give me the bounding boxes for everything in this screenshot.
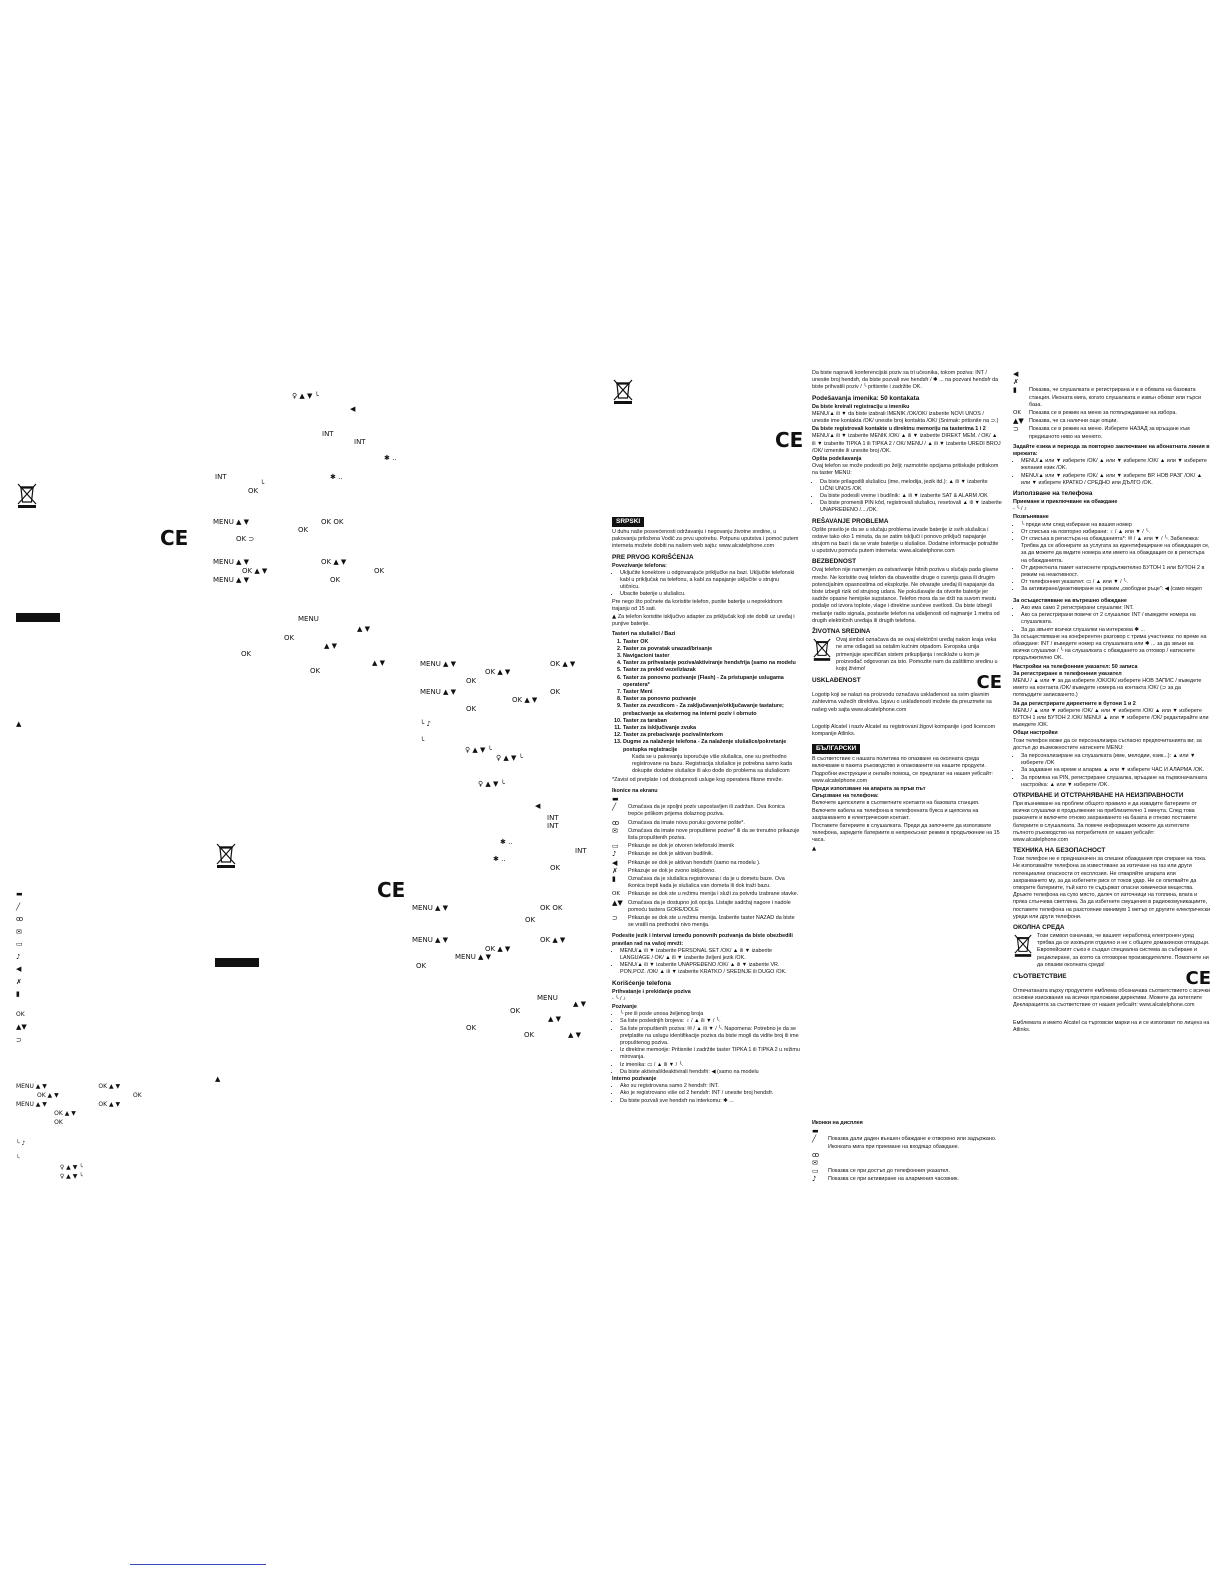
trademark-text: Logotip Alcatel i naziv Alcatel su registrovani žigovi kompanije i pod licencom kompanije Atlinks. (812, 723, 996, 737)
ok-label: OK (298, 526, 309, 534)
list-item: • MENU/▲ или ▼ изберете /OK/ ▲ или ▼ изберете /OK/ ▲ или ▼ изберете желания език /OK. (1021, 458, 1211, 472)
ringer-off-icon: ✗ (1013, 378, 1019, 387)
list-item: ▭ Prikazuje se dok je otvoren telefonski imenik (612, 842, 735, 851)
intro: В съответствие с нашата политика по опазване на околната среда включваме в пакета ръководство и опакованите на нашите продукти. Подробни инструкции и онлайн помощ, се предлагат на нашия уебсайт: www.alcatelphone.com (812, 756, 993, 784)
intercom-list (1013, 605, 1211, 634)
star-label: ✱ .. (330, 473, 343, 481)
list-item (812, 1128, 1002, 1135)
missed-call-icon: ✉ (16, 927, 22, 936)
signal-icon: ▮ (1013, 386, 1017, 395)
ok-label: OK (525, 916, 536, 924)
nav-symbols: ♀ ▲ ▼ ╰ (292, 392, 319, 400)
subheading: За регистриране в телефонния указател (1013, 670, 1122, 677)
options-text: Ovaj telefon se može podesiti po želji; razmotrite opcijama pritiskajte pritiskom na taster MENU: (812, 463, 999, 477)
list-item: 8. Taster za ponovno pozivanje (623, 696, 800, 703)
connect-text: Включете щепселите в съответните контакти на базовата станция. Включете кабела на телефона в телефонната букса и щепсела на захранването в електрическия контакт. (812, 800, 980, 821)
ok-back: OK ⊃ (236, 535, 255, 543)
list-item: 13. Dugme za nalaženje telefona - Za nalaženje slušalice/pokretanje postupka registracije (623, 739, 800, 753)
phonebook-icon: ▭ (812, 1167, 819, 1176)
menu-nav: MENU ▲ ▼ (213, 576, 250, 584)
list-item: • От списъка на повторно избирани: ♀ / ▲ или ▼ / ╰. (1021, 529, 1211, 536)
list-item: OK Prikazuje se dok ste u režimu menija i služi za potvrdu izabrane stavke. (612, 891, 799, 898)
ok-nav: OK ▲ ▼ (485, 945, 511, 953)
battery-icon: ▬ (16, 890, 23, 898)
conformity-header (1013, 970, 1211, 988)
ok-icon: OK (16, 1010, 25, 1018)
lang-list (612, 948, 800, 977)
subheading: Da biste kreirali registraciju u imeniku (812, 403, 910, 410)
int-label: INT (547, 814, 559, 822)
list-item: • Uključite konektore u odgovarajuće priključke na bazi. Uključite telefonski kabl u priključak na telefonu, a kabl za napajanje uključite u strujnu utičnicu. (620, 570, 800, 592)
nav-arrows: ▲ ▼ (372, 659, 385, 667)
ok-icon: OK (612, 891, 620, 898)
menu-nav: MENU ▲ ▼ (412, 936, 449, 944)
environment-block (812, 637, 1002, 674)
signal-icon: ▮ (16, 990, 20, 998)
list-item: ♪ Prikazuje se dok je aktivan budilnik. (612, 850, 714, 859)
ce-mark: CE (377, 878, 406, 902)
ok-label: OK (466, 705, 477, 713)
safety-text: Този телефон не е предназначен за спешни обаждания при спиране на тока. Не използвайте телефона за известяване за изтичане на газ или други потенциални опасности от експлозия. Не отваряйте апарата или захранването му, за да избегнете риск от токов удар. Не се опитвайте да отворите батериите, тъй като те съдържат опасни химически вещества. Дръжте телефона на сухо място, далеч от източници на топлина, влага и пряка слънчева светлина. За да избегнете смущения в радиокомуникациите, поставете телефона на разстояние минимум 1 метър от другите електрически уреди или други телефони. (1013, 856, 1211, 920)
back-icon: ⊃ (1013, 425, 1019, 434)
list-item: OK Показва се в режим на меню за потвърждаване на избора. (1013, 410, 1177, 417)
icon-list (612, 796, 800, 929)
alarm-icon: ♪ (812, 1175, 817, 1184)
list-item: • Da biste aktivirali/deaktivirali hendsfri: ◀ (samo na modelu (620, 1069, 800, 1076)
section-heading: ТЕХНИКА НА БЕЗОПАСНОСТ (1013, 847, 1106, 855)
section-heading: REŠAVANJE PROBLEMA (812, 517, 889, 525)
back-icon: ⊃ (612, 913, 618, 922)
list-item: • Sa liste poslednjih brojeva: ♀ / ▲ ili ▼ / ╰. (620, 1018, 800, 1025)
list-item: ✉ Označava da imate nove propuštene pozive* ili da se trenutno prikazuje lista propuštenih poziva. (612, 826, 800, 841)
list-item: • Da biste promenili PIN kôd, registrovali slušalicu, resetovali ▲ ili ▼ izaberite UNAPREĐENO /..../OK. (820, 500, 1002, 514)
subheading: Преди използване на апарата за пръв път (812, 785, 926, 792)
int-label: INT (575, 847, 587, 855)
ok-label: OK (416, 962, 427, 970)
redacted-bar (16, 613, 60, 622)
options-list (1013, 753, 1211, 789)
options-list (812, 479, 1002, 515)
star-label: ✱ .. (493, 855, 506, 863)
speaker-icon: ◀ (350, 405, 356, 413)
list-item: • От телефонния указател: ▭ / ▲ или ▼ / ╰. (1021, 579, 1211, 586)
list-item: • От списъка в регистъра на обажданията*: ✉ / ▲ или ▼ / ╰. Забележка: Трябва да се абонирате за услугата за идентифициране на обаждащия се, за да можете да видите номера или името на обаждащия се в регистъра на обажданията. (1021, 536, 1211, 565)
redacted-bar (215, 958, 259, 967)
list-item: • За задаване на време и аларма ▲ или ▼ изберете ЧАС И АЛАРМА /OK. (1021, 767, 1211, 774)
ce-mark: CE (775, 428, 804, 452)
list-item (812, 1160, 1002, 1167)
subheading: Позвъняване (1013, 514, 1049, 521)
list-item: ╱ Показва дали даден външен обаждане е отворено или задържано. Иконката мига при приемане на входящо обаждане. (812, 1135, 997, 1150)
nav-symbols: ♀ ▲ ▼ ╰ (478, 780, 505, 788)
weee-bin-icon (215, 842, 237, 868)
list-item: 1. Taster OK (623, 639, 800, 646)
section-heading: ОКОЛНА СРЕДА (1013, 924, 1065, 932)
menu-nav: MENU ▲ ▼ (420, 688, 457, 696)
conference-text: За осъществяване на конферентен разговор с трима участника: по време на обаждане: INT / въведете номер на слушалката или ✱ ... за да звъни на всички слушалки / ╰ на слушалката с обаждането за отговор / натиснете продължително OK. (1013, 633, 1207, 662)
menu-nav: MENU ▲ ▼ (455, 953, 492, 961)
list-item (1013, 379, 1211, 386)
nav-arrows: ▲ ▼ (324, 642, 337, 650)
subheading: Свързване на телефона: (812, 793, 879, 800)
serbian-column-2 (812, 370, 1002, 854)
ce-mark: CE (160, 526, 189, 550)
intercom-list (612, 1083, 800, 1105)
subheading: Tasteri na slušalici / Bazi (612, 631, 676, 638)
subheading: Opšta podešavanja (812, 456, 862, 463)
warning-icon: ▲ (215, 1075, 221, 1083)
ce-mark: CE (976, 672, 1002, 694)
conformity-text: Отпечатаната върху продуктите емблема обозначава съответствието с всички основни изисквания на всички приложими директиви. Можете да изтеглите Декларацията за съответствие от нашия уебсайт: www.alcatelphone.com (1013, 988, 1210, 1009)
list-item: ⊃ Prikazuje se dok ste u režimu menija. Izaberite taster NAZAD da biste se vratili na prethodni nivo menija. (612, 913, 795, 929)
handset-icon: ╰ (420, 737, 425, 745)
list-item: 9. Taster za zvezdicom - Za zaključavanje/otključavanje tastature; prebacivanje sa eksternog na interni poziv i obrnuto (623, 703, 800, 717)
subheading: Задайте езика и периода за повторно заключване на абонатната линия в мрежата: (1013, 443, 1210, 458)
int-label: INT (354, 438, 366, 446)
ok-nav: OK ▲ ▼ (550, 660, 576, 668)
nav-arrows: ▲ ▼ (357, 625, 370, 633)
list-item: 10. Taster za taraban (623, 718, 800, 725)
conformity-text: Logotip koji se nalazi na proizvodu označava usklađenost sa svim glavnim zahtevima važećih direktiva. Izjavu o usklađenosti možete da preuzmete sa našeg veb sajta www.alcatelphone.com (812, 692, 992, 713)
section-heading: Използване на телефона (1013, 490, 1093, 498)
list-item: • Da biste podesili vreme i budilnik: ▲ ili ▼ izaberite SAT & ALARM /OK (820, 493, 1002, 500)
handset-icon: ╱ (612, 803, 617, 812)
list-item: • Ако са регистрирани повече от 2 слушалки: INT / въведете номера на слушалката. (1021, 612, 1211, 626)
warning-icon: ▲ (812, 845, 817, 852)
int-label: INT (547, 822, 559, 830)
warning-note: ▲ Za telefon koristite isključivo adapter za priključak koji ste dobili uz uređaj i punjive baterije. (612, 614, 795, 628)
ok-nav: OK ▲ ▼ (512, 696, 538, 704)
list-item: • Iz imenika: ▭ / ▲ ili ▼ / ╰. (620, 1062, 800, 1069)
list-item: • Ако има само 2 регистрирани слушалки: INT. (1021, 605, 1211, 612)
menu-nav: MENU ▲ ▼ (412, 904, 449, 912)
ringer-off-icon: ✗ (16, 977, 22, 986)
up-down-icon: ▲▼ (16, 1023, 27, 1031)
list-item: • Sa liste propuštenih poziva: ✉ / ▲ ili ▼ / ╰. Napomena: Potrebno je da se pretplatite na uslugu identifikacije poziva da biste mogli da vidite broj ili ime propuštenog poziva. (620, 1026, 800, 1048)
list-item: • Ako je registrovano više od 2 hendsfr: INT / unesite broj hendsfr. (620, 1090, 800, 1097)
list-item: ◀ Prikazuje se dok je aktivan hendsfri (samo na modelu ). (612, 858, 761, 867)
list-item (812, 1152, 1002, 1159)
list-item: • Da biste pozvali sve hendsfr na interkomu: ✱ ... (620, 1098, 800, 1105)
ok-label: OK (241, 650, 252, 658)
call-list (612, 1011, 800, 1076)
intro: U duhu naše posvećenosti održavanju i negovanju životne sredine, u pakovanju priložena Vodič za prvu upotrebu. Potpunu uputstva i pomoć putem interneta možete dobiti na našem web sajtu: www.alcatelphone.com (612, 529, 799, 550)
section-heading: Korišćenje telefona (612, 979, 671, 987)
section-heading: ŽIVOTNA SREDINA (812, 628, 871, 636)
list-item: ⊃ Показва се в режим на меню. Изберете НАЗАД за връщане към предишното ниво на менюто. (1013, 425, 1190, 440)
list-item: ꝏ Označava da imate novu poruku govorne pošte*. (612, 818, 745, 827)
handset-icon: ╱ (16, 902, 21, 911)
ok-nav: OK ▲ ▼ (485, 668, 511, 676)
environment-text: Този символ означава, че вашият неработещ електронен уред трябва да се изхвърля отделно и не с общите домакински отпадъци. Европейският съюз е създал специална система за събиране и рециклиране, за която са отговорни производителите. Помогнете ни да опазим околната среда! (1037, 933, 1210, 968)
menu-nav: MENU ▲ ▼ (213, 558, 250, 566)
alarm-icon: ♪ (16, 952, 21, 961)
list-item: 6. Taster za ponovno pozivanje (Flash) - Za pristupanje uslugama operatera* (623, 675, 800, 689)
ok-label: OK (550, 864, 561, 872)
answer-line: - ╰ / ♪ (612, 995, 626, 1002)
subheading: Podesite jezik i interval između ponovnih pozivanja da biste obezbedili pravilan rad na vašoj mreži: (612, 933, 793, 947)
ok-ok: OK OK (321, 518, 344, 526)
ok-label: OK (310, 667, 321, 675)
list-item: • MENU/▲ ili ▼ izaberite PERSONAL SET /OK/ ▲ ili ▼ izaberite LANGUAGE / OK/ ▲ ili ▼ izaberite željeni jezik /OK. (620, 948, 800, 962)
list-item: • За активиране/деактивиране на режим „свободни ръце": ◀ (само модел (1021, 586, 1211, 593)
list-item: ✗ Prikazuje se dok je zvono isključeno. (612, 866, 716, 875)
weee-bin-icon (1013, 933, 1033, 957)
list-item: 5. Taster za prekid veze/izlazak (623, 667, 800, 674)
bulgarian-display-icons (812, 1120, 1002, 1185)
section-heading: ОТКРИВАНЕ И ОТСТРАНЯВАНЕ НА НЕИЗПРАВНОСТИ (1013, 791, 1184, 799)
list-item: 4. Taster za prihvatanje poziva/aktiviranje hendsfrija (samo na modelu (623, 660, 800, 667)
voicemail-icon: ꝏ (612, 818, 620, 827)
warning-icon: ▲ (16, 720, 22, 728)
star-label: ✱ .. (384, 454, 397, 462)
lang-list (1013, 458, 1211, 487)
ok-label: OK (248, 487, 259, 495)
list-item: • Da biste prilagodili slušalicu (ime, melodija, jezik itd.): ▲ ili ▼ izaberite LIČNI UNOS /OK (820, 479, 1002, 493)
call-list (1013, 522, 1211, 594)
subheading: Interno pozivanje (612, 1076, 657, 1083)
section-heading: USKLAĐENOST (812, 677, 861, 685)
phonebook-save: MENU / ▲ или ▼ за да изберете /OK/OK/ изберете НОВ ЗАПИС / въведете името на контакта /OK/ въведете номера на контакта /OK/ (⊃ за да потвърдите записването.) (1013, 677, 1202, 699)
keys-list (612, 639, 800, 754)
list-item: • Ako su registrovana samo 2 hendsfr: INT. (620, 1083, 800, 1090)
list-item: ♪ Показва се при активиране на алармения часовник. (812, 1175, 959, 1184)
subheading: Ikonice na ekranu (612, 787, 658, 794)
conference-text: Da biste napravili konferencijski poziv sa tri učesnika, tokom poziva: INT / unesite broj hendsfr, da biste pozvali sve hendsfr / ✱ ... na pozvani hendsfr da biste prihvatili poziv / ╰ pritisnite i zadržite OK. (812, 370, 999, 391)
answer-line: - ╰ / ♪ (1013, 506, 1027, 513)
ok-nav: OK ▲ ▼ (242, 567, 268, 575)
voicemail-icon: ꝏ (812, 1150, 820, 1159)
section-heading: Podešavanja imenika: 50 kontakata (812, 394, 920, 402)
keys-footnote: *Zavisi od pretplate i od dostupnosti usluge kog operatera fiksne mreže. (612, 776, 784, 783)
keys-note: Kada se u pakovanju isporučuje više slušalica, one su prethodno registrovane na bazu. Registracija slušalice je potrebna samo kada dokupite dodatne slušalice ili ako dođe do problema sa slušalicom (632, 753, 793, 775)
menu-nav: MENU ▲ ▼ (213, 518, 250, 526)
handset-icon: ╱ (812, 1135, 817, 1144)
weee-bin-icon (812, 637, 832, 661)
faded-page-left (0, 370, 600, 1190)
int-label: INT (322, 430, 334, 438)
list-item: • Iz direktne memorije: Pritisnite i zadržite taster TIPKA 1 ili TIPKA 2 u režimu mirovanja. (620, 1047, 800, 1061)
list-item: ▮ Označava da je slušalica registrovana i da je u dometu baze. Ova ikonica trepti kada je slušalica van dometa ili dok traži bazu. (612, 874, 785, 890)
list-item: ▮ Показва, че слушалката е регистрирана и е в обхвата на базовата станция. Иконата мига, когато слушалката е извън обхват или търси база. (1013, 386, 1201, 408)
ringer-off-icon: ✗ (612, 866, 618, 875)
star-label: ✱ .. (500, 838, 513, 846)
list-item: ▲▼ Označava da je dostupno još opcija. Listajte sadržaj nagore i nadole pomoću tastera GORE/DOLE (612, 898, 791, 913)
subheading: За да регистрирате директните в бутони 1 и 2 (1013, 700, 1136, 707)
ok-label: OK (510, 1007, 521, 1015)
warning-icon: ▲ (612, 614, 618, 621)
serbian-column-1 (612, 517, 800, 1105)
phonebook-icon: ▭ (16, 940, 23, 948)
bulgarian-column-2 (1013, 370, 1211, 1035)
troubleshooting-text: Opšte pravilo je da se u slučaju problema izvade baterije iz svih slušalica i ostave tako oko 1 minuta, da se zatim isključi i ponovo priključi napajanje strujom na bazi i da se vrate baterije u slušalice. Dodatne informacije potražite u uputstvu pomoću putem interneta: www.alcatelphone.com (812, 526, 999, 555)
list-item: ╱ Označava da je spoljni poziv uspostavljen ili zadržan. Ova ikonica trepće prilikom prijema dolaznog poziva. (612, 803, 785, 818)
environment-block (1013, 933, 1211, 970)
ok-label: OK (466, 677, 477, 685)
subheading: Pozivanje (612, 1003, 637, 1010)
handset-icon: ╰ (260, 480, 265, 488)
subheading: За осъществяване на вътрешно обаждане (1013, 597, 1127, 604)
up-down-icon: ▲▼ (1013, 417, 1024, 426)
int-label: INT (215, 473, 227, 481)
ok-ok: OK OK (540, 904, 563, 912)
ok-nav: OK ▲ ▼ (540, 936, 566, 944)
link-underline (130, 1564, 266, 1565)
list-item: • ╰ преди или след избиране на вашия номер (1021, 522, 1211, 529)
list-item: 3. Navigacioni taster (623, 653, 800, 660)
battery-icon: ▬ (612, 794, 619, 803)
section-heading: BEZBEDNOST (812, 558, 857, 566)
weee-bin-icon (612, 378, 634, 404)
bottom-left-keys: MENU ▲ ▼ OK ▲ ▼ OK ▲ ▼ OK MENU ▲ ▼ OK ▲ ▼ OK ▲ ▼ OK ╰ ♪ ╰ ♀ ▲ ▼ ╰ ♀ ▲ ▼ ╰ (16, 1083, 142, 1180)
weee-bin-icon (16, 482, 38, 508)
charge-note: Pre nego što počnete da koristite telefon, punite baterije u neprekidnom trajanju od 15 sati. (612, 598, 783, 612)
speaker-icon: ◀ (16, 965, 22, 973)
list-item: • За промяна на PIN, регистриране слушалка, връщане на първоначалната настройка: ▲ или ▼ изберете /OK. (1021, 775, 1211, 789)
options-text: Този телефон може да се персонализира съгласно предпочитанията ви; за достъп до възможностите натиснете MENU: (1013, 737, 1202, 751)
voicemail-icon: ꝏ (16, 915, 24, 923)
ok-icon: OK (1013, 410, 1021, 417)
list-item: 11. Taster za isključivanje zvuka (623, 725, 800, 732)
subheading: Povezivanje telefona: (612, 562, 667, 569)
subheading: Настройки на телефонния указател: 50 записа (1013, 663, 1138, 670)
connect-list (612, 570, 800, 599)
nav-arrows: ▲ ▼ (573, 1000, 586, 1008)
subheading: Общи настройки (1013, 730, 1058, 737)
subheading: Приемане и приключване на обаждане (1013, 499, 1118, 506)
trademark-text: Емблемата и името Alcatel са търговски марки на и се използват по лиценз на Atlinks. (1013, 1019, 1210, 1033)
alarm-icon: ♪ (612, 850, 617, 859)
list-item: • Ubacite baterije u slušalicu. (620, 591, 800, 598)
missed-call-icon: ✉ (812, 1159, 818, 1168)
ok-label: OK (466, 1024, 477, 1032)
menu-nav: MENU ▲ ▼ (420, 660, 457, 668)
back-icon: ⊃ (16, 1035, 22, 1044)
subheading: Иконки на дисплея (812, 1120, 863, 1126)
language-tag: БЪЛГАРСКИ (812, 744, 860, 754)
list-item: • MENU/▲ или ▼ изберете /OK/ ▲ или ▼ изберете ВР. НОВ РАЗГ /OK/ ▲ или ▼ изберете КРАТКО / СРЕДНО или ДЪЛГО /OK. (1021, 473, 1211, 487)
safety-text: Ovaj telefon nije namenjen za ostvarivanje hitnih poziva u slučaju pada glavne mreže. Ne koristite ovaj telefon da obavestite druge o curenju gasa ili drugim potencijalnim opasnostima od eksplozije. Ne otvarajte uređaj ili napajanje da biste izbegli rizik od strujnog udara. Ne pokušavajte da otvorite baterije jer sadrže opasne hemijske supstance. Telefon mora da se drži na suvom mestu podalje od izvora toplote, vlage i direktne sunčeve svetlosti. Da biste izbegli mešanje radio signala, postavite telefon na udaljenosti od najmanje 1 metra od drugih električnih uređaja ili drugih telefona. (812, 567, 1000, 624)
list-item: 2. Taster za povratak unazad/brisanje (623, 646, 800, 653)
bulgarian-section (812, 744, 1002, 853)
environment-text: Ovaj simbol označava da se ovaj električni uređaj nakon kraja veka ne sme odlagati sa ostalim kućnim otpadom. Evropska unija primenjuje specifičan sistem prikupljanja i reciklaže u kom je proizvođač odgovoran za isto. Pomozite nam da zaštitimo sredinu u kojoj živimo! (836, 637, 998, 672)
list-item (1013, 371, 1211, 378)
list-item: ▭ Показва се при достъп до телефонния указател. (812, 1167, 950, 1176)
nav-arrows: ▲ ▼ (548, 1015, 561, 1023)
missed-call-icon: ✉ (612, 826, 618, 835)
ok-label: OK (284, 634, 295, 642)
speaker-icon: ◀ (535, 802, 541, 810)
list-item: 12. Taster za prebacivanje poziva/interkom (623, 732, 800, 739)
ok-nav: OK ▲ ▼ (321, 558, 347, 566)
conformity-header (812, 674, 1002, 692)
nav-symbols: ♀ ▲ ▼ ╰ (496, 754, 523, 762)
list-item: ▲▼ Показва, че са налични още опции. (1013, 417, 1118, 426)
list-item: • За да звънят всички слушалки на интеркома ✱ ... (1021, 627, 1211, 634)
up-down-icon: ▲▼ (612, 898, 623, 907)
nav-symbols: ♀ ▲ ▼ ╰ (465, 746, 492, 754)
list-item: 7. Taster Meni (623, 689, 800, 696)
subheading: Prihvatanje i prekidanje poziva (612, 988, 691, 995)
signal-icon: ▮ (612, 874, 616, 883)
menu-label: MENU (298, 615, 319, 623)
list-item: • ╰ pre ili posle unosa željenog broja (620, 1011, 800, 1018)
speaker-icon: ◀ (612, 858, 618, 867)
handset-pair: ╰ ♪ (420, 720, 431, 728)
phonebook-direct: MENU/▲ ili ▼ izaberite MENIK /OK/ ▲ ili ▼ izaberite DIREKT MEM. / OK/ ▲ ili ▼ izaberite TIPKA 1 ili TIPKA 2 / OK/ MENU / ▲ ili ▼ izaberite UREDI BROJ /OK/ izmenite ili unesite broj /OK. (812, 433, 1001, 454)
language-tag: SRPSKI (612, 517, 644, 527)
battery-icon: ▬ (812, 1127, 819, 1136)
icon-column-left (16, 888, 27, 1046)
section-heading: PRE PRVOG KORIŠĆENJA (612, 553, 694, 561)
phonebook-direct: MENU / ▲ или ▼ изберете /OK/ ▲ или ▼ изберете /OK/ ▲ или ▼ изберете БУТОН 1 или БУТОН 2 /OK/ MENU/ ▲ или ▼ изберете /OK/ редактирайте или въведете /OK. (1013, 707, 1209, 729)
phonebook-icon: ▭ (612, 842, 619, 851)
ok-label: OK (374, 567, 385, 575)
list-item (612, 796, 800, 803)
connect-text: Поставете батериите в слушалката. Преди да започнете да използвате телефона, заредете батериите в непрекъснат режим в продължение на 15 часа. (812, 822, 1000, 844)
ok-label: OK (550, 688, 561, 696)
ce-mark: CE (1185, 968, 1211, 990)
phonebook-save: MENU/▲ ili ▼ da biste izabrali IMENIK /OK/OK/ izaberite NOVI UNOS / unesite ime kontakta /OK/ unesite broj kontakta /OK/ (Snimak: pritisnite na ⊃.) (812, 410, 999, 425)
list-item: • От директната памет натиснете продължително БУТОН 1 или БУТОН 2 в режим на неактивност. (1021, 565, 1211, 579)
nav-arrows: ▲ ▼ (568, 1031, 581, 1039)
speaker-icon: ◀ (1013, 370, 1019, 378)
ok-label: OK (330, 576, 341, 584)
list-item: • MENU/▲ ili ▼ izaberite UNAPREĐENO /OK/ ▲ ili ▼ izaberite VR. PON.POZ. /OK/ ▲ ili ▼ izaberite KRATKO / SREDNJE ili DUGO /OK. (620, 962, 800, 976)
ok-label: OK (524, 1031, 535, 1039)
subheading: Da biste registrovali kontakte u direktnu memoriju na tasterima 1 i 2 (812, 426, 986, 433)
menu-label: MENU (537, 994, 558, 1002)
section-heading: СЪОТВЕТСТВИЕ (1013, 973, 1067, 981)
troubleshooting-text: При възникване на проблем общото правило е да извадите батериите от всички слушалки в продължение на приблизително 1 минута. След това разкачете и включете отново захранването на базата и отново поставете батериите в слушалката. За повече информация можете да изтеглите пълното ръководство на потребителя от нашия уебсайт: www.alcatelphone.com (1013, 800, 1197, 843)
list-item: • За персонализиране на слушалката (име, мелодии, език...): ▲ или ▼ изберете /OK (1021, 753, 1211, 767)
